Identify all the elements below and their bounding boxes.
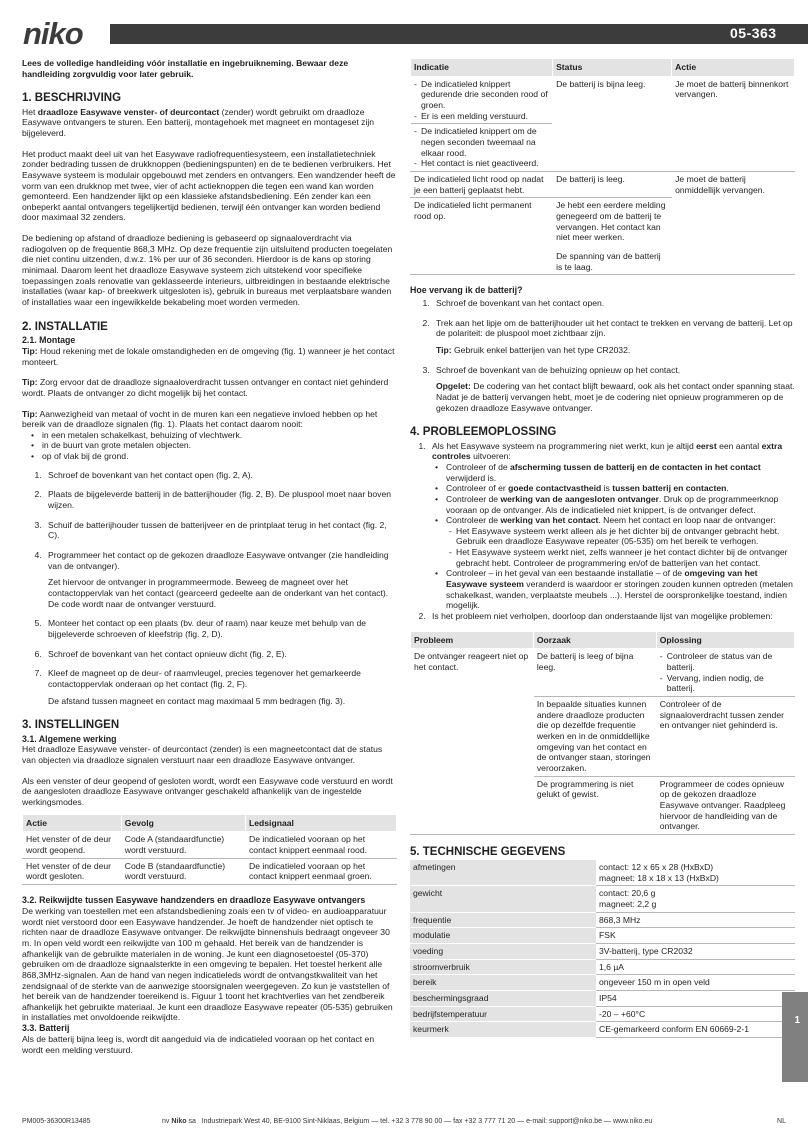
step: 2. Is het probleem niet verholpen, doorloop dan onderstaande lijst van mogelijke problemen: [428, 611, 795, 622]
table-row: modulatie FSK [410, 928, 795, 944]
step: 2. Trek aan het lipje om de batterijhouder uit het contact te trekken en vervang de batterij. Let op de polariteit: de pluspool moet zichtbaar zijn. Tip: Gebruik enkel batterijen van het type CR2032. [432, 318, 795, 356]
step-note: De afstand tussen magneet en contact mag maximaal 5 mm bedragen (fig. 3). [48, 695, 346, 706]
replace-title: Hoe vervang ik de batterij? [410, 285, 523, 296]
table-row: afmetingen contact: 12 x 65 x 28 (HxBxD) magneet: 18 x 18 x 13 (HxBxD) [410, 860, 795, 886]
s3-subtitle-1: 3.1. Algemene werking [22, 733, 117, 744]
table-row: gewicht contact: 20,6 g magneet: 2,2 g [410, 886, 795, 912]
s3-paragraph-4: Als de batterij bijna leeg is, wordt dit aangeduid via de indicatieled vooraan op het contact en wordt een melding verstuurd. [22, 1034, 375, 1055]
battery-table [410, 58, 795, 275]
section-4-title: 4. PROBLEEMOPLOSSING [410, 426, 557, 439]
step-note: Zet hiervoor de ontvanger in programmeermode. Beweeg de magneet over het contactoppervlak van het contact (gearceerd gedeelte aan de onderkant van het contact). De code wordt naar de ontvanger verstuurd. [48, 577, 389, 609]
footer [22, 1118, 786, 1125]
page-tab [782, 992, 808, 1082]
footer-language: NL [777, 1118, 786, 1125]
list-item: • Controleer de werking van de aangesloten ontvanger. Druk op de programmeerknop vooraan op de ontvanger. Als de indicatieled niet knippert, is de ontvanger defect. [446, 494, 795, 515]
table-row: De programmering is niet gelukt of gewist. Programmeer de codes opnieuw op de gekozen draadloze Easywave ontvanger. Raadpleeg hiervoor de handleiding van de ontvanger. [411, 776, 795, 834]
table-row: bedrijfstemperatuur -20 – +60°C [410, 1006, 795, 1022]
list-item: • in de buurt van grote metalen objecten. [42, 440, 397, 451]
step: 7. Kleef de magneet op de deur- of raamvleugel, precies tegenover het gemarkeerde contactoppervlak onderaan op het contact (fig. 2, F). De afstand tussen magneet en contact mag maximaal 5 mm bedragen (fig. 3). [44, 668, 397, 706]
footer-address: nv Niko sa Industriepark West 40, BE-9100 Sint-Niklaas, Belgium — tel. +32 3 778 90 00 — fax +32 3 777 71 20 — e-mail: support@niko.be — www.niko.eu [162, 1118, 653, 1125]
s2-tip-3: Tip: Aanwezigheid van metaal of vocht in de muren kan een negatieve invloed hebben op het bereik van de draadloze signalen (fig. 1). Plaats het contact daarom nooit: [22, 408, 378, 430]
list-item: • in een metalen schakelkast, behuizing of vlechtwerk. [42, 430, 397, 441]
table-row: Het venster of de deur wordt gesloten. Code B (standaardfunctie) wordt verstuurd. De indicatieled vooraan op het contact knippert eenmaal groen. [23, 858, 397, 884]
page-number: 1 [794, 1015, 800, 1026]
caution-note: Opgelet: De codering van het contact blijft bewaard, ook als het contact onder spanning staat. Nadat je de batterij vervangen hebt, moet je de codering niet opnieuw programmeren op de gekozen draadloze Easywave ontvanger. [436, 381, 795, 413]
table-row: Het venster of de deur wordt geopend. Code A (standaardfunctie) wordt verstuurd. De indicatieled vooraan op het contact knippert eenmaal rood. [23, 832, 397, 858]
step: 1. Schroef de bovenkant van het contact open (fig. 2, A). [44, 470, 397, 481]
s3-paragraph-2: Als een venster of deur geopend of gesloten wordt, wordt een Easywave code verstuurd en wordt de aangesloten draadloze Easywave ontvanger geschakeld afhankelijk van de ingestelde werkingsmodes. [22, 775, 393, 808]
table-header: Probleem [411, 631, 534, 649]
table-row: De indicatieled licht permanent rood op. Je hebt een eerdere melding genegeerd om de batterij te vervangen. Het contact kan niet meer werken. De spanning van de batterij is te laag. [411, 198, 795, 275]
left-column [22, 58, 397, 1065]
s1-paragraph-3: De bediening op afstand of draadloze bediening is gebaseerd op signaaloverdracht via radiogolven op de frequentie 868,3 MHz. Op deze frequentie zijn uitsluitend producten toegelaten die niet continu uitzenden, d.w.z. 1% per uur of 36 seconden. Hierdoor is de kans op storing minimaal. Daarom leent het draadloze Easywave systeem zich uitstekend voor specifieke toepassingen zoals renovatie van geklasseerde interieurs, uitbreidingen in bestaande elektrische installaties (waar kap- of breekwerk uitgesloten is), gebruik in bureaus met verplaatsbare wanden of installaties waar een ingewikkelde bekabeling moet worden vermeden. [22, 233, 393, 308]
table-row: beschermingsgraad IP54 [410, 991, 795, 1007]
table-row: - De indicatieled knippert gedurende drie seconden rood of groen. - Er is een melding verstuurd. - De indicatieled knippert om de negen seconden tweemaal na elkaar rood. - Het contact is niet geactiveerd. De batterij is bijna leeg. Je moet de batterij binnenkort vervangen. [411, 76, 795, 171]
placement-warnings [22, 430, 397, 462]
s2-tip-2: Tip: Zorg ervoor dat de draadloze signaaloverdracht tussen ontvanger en contact niet gehinderd wordt. Plaats de ontvanger zo dicht mogelijk bij het contact. [22, 377, 389, 398]
table-header: Actie [23, 814, 122, 832]
table-header: Gevolg [121, 814, 245, 832]
s3-subtitle-2: 3.2. Reikwijdte tussen Easywave handzenders en draadloze Easywave ontvangers [22, 895, 366, 905]
troubleshoot-list [410, 441, 795, 622]
s2-tip-1: Tip: Houd rekening met de lokale omstandigheden en de omgeving (fig. 1) wanneer je het contact monteert. [22, 345, 395, 367]
table-header: Status [553, 59, 672, 77]
table-row: frequentie 868,3 MHz [410, 912, 795, 928]
step: 3. Schroef de bovenkant van de behuizing opnieuw op het contact. Opgelet: De codering van het contact blijft bewaard, ook als het contact onder spanning staat. Nadat je de batterij vervangen hebt, moet je de codering niet opnieuw programmeren op de gekozen draadloze Easywave ontvanger. [432, 365, 795, 414]
s3-paragraph-1: Het draadloze Easywave venster- of deurcontact (zender) is een magneetcontact dat de status van objecten via draadloze signalen verstuurt naar een draadloze Easywave ontvanger. [22, 744, 383, 766]
table-row: keurmerk CE-gemarkeerd conform EN 60669-2-1 [410, 1022, 795, 1038]
s1-paragraph-1: Het draadloze Easywave venster- of deurcontact (zender) wordt gebruikt om draadloze Easywave ontvangers te sturen. Een batterij, montagehoek met magneet en montageset zijn bijgeleverd. [22, 106, 375, 138]
document-code: 05-363 [730, 25, 777, 41]
table-header: Ledsignaal [246, 814, 397, 832]
footer-ref: PM005-36300R13485 [22, 1118, 91, 1125]
list-item: • op of vlak bij de grond. [42, 451, 397, 462]
installation-steps [22, 470, 397, 707]
table-row: voeding 3V-batterij, type CR2032 [410, 944, 795, 960]
step-tip: Tip: Gebruik enkel batterijen van het type CR2032. [436, 345, 631, 356]
list-item: • Controleer of er goede contactvastheid is tussen batterij en contacten. [446, 483, 795, 494]
list-item: • Controleer – in het geval van een bestaande installatie – of de omgeving van het Easywave systeem veranderd is waardoor er storingen zouden kunnen optreden (metalen schakelkast, wanden, verplaatste meubels ...). Herstel de oorspronkelijke toestand, indien mogelijk. [446, 568, 795, 611]
specs-table [410, 860, 795, 1038]
section-3-title: 3. INSTELLINGEN [22, 719, 120, 732]
table-row: In bepaalde situaties kunnen andere draadloze producten die op dezelfde frequentie werken en in de onmiddellijke omgeving van het contact en de ontvanger staan, storingen veroorzaken. Controleer of de signaaloverdracht tussen zender en ontvanger niet gehinderd is. [411, 697, 795, 777]
table-row: stroomverbruik 1,6 µA [410, 959, 795, 975]
s2-subtitle: 2.1. Montage [22, 334, 76, 345]
table-header: Oorzaak [533, 631, 656, 649]
step: 4. Programmeer het contact op de gekozen draadloze Easywave ontvanger (zie handleiding van de ontvanger). Zet hiervoor de ontvanger in programmeermode. Beweeg de magneet over het contactoppervlak van het contact (gearceerd gedeelte aan de onderkant van het contact). De code wordt naar de ontvanger verstuurd. [44, 550, 397, 609]
s1-paragraph-2: Het product maakt deel uit van het Easywave radiofrequentiesysteem, een installatietechniek zonder bedrading tussen de drukknoppen (bedieningspunten) en de te bedienen verbruikers. Het Easywave systeem is modulair opgebouwd met zenders en ontvangers. Een wandzender heeft de vorm van een drukknop met twee, vier of acht actieknoppen die tegen een wand kan worden gemonteerd. Een handzender lijkt op een klassieke afstandsbediening. Eén zender kan een onbeperkt aantal ontvangers tegelijkertijd bedienen, terwijl één ontvanger kan worden bediend door maximaal 32 zenders. [22, 148, 396, 223]
header-bar [110, 24, 808, 44]
intro-text: Lees de volledige handleiding vóór installatie en ingebruikneming. Bewaar deze handleiding zorgvuldig voor later gebruik. [22, 58, 349, 79]
step: 5. Monteer het contact op een plaats (bv. deur of raam) naar keuze met behulp van de bijgeleverde schroeven of kleefstrip (fig. 2, D). [44, 618, 397, 639]
list-item: • Controleer of de afscherming tussen de batterij en de contacten in het contact verwijderd is. [446, 462, 795, 483]
step: 1. Als het Easywave systeem na programmering niet werkt, kun je altijd eerst een aantal extra controles uitvoeren: • Controleer of de afscherming tussen de batterij en de contacten in het contact verwijderd is. • Controleer of er goede contactvastheid is tussen batterij en contacten. • Controleer de werking van de aangesloten ontvanger. Druk op de programmeerknop vooraan op de ontvanger. Als de indicatieled niet knippert, is de ontvanger defect. • Controleer de werking van het contact. Neem het contact en loop naar de ontvanger: - Het Easywave systeem werkt alleen als je het dichter bij de ontvanger gebracht hebt. Gebruik een draadloze Easywave repeater (05-535) om het bereik te verhogen. - Het Easywave systeem werkt niet, zelfs wanneer je het contact dichter bij de ontvanger gebracht hebt. Controleer de programmering en/of de batterijen van het contact. • Controleer – in het geval van een bestaande installatie – of de omgeving van het Easywave systeem veranderd is waardoor er storingen zouden kunnen optreden (metalen schakelkast, wanden, verplaatste meubels ...). Herstel de oorspronkelijke toestand, indien mogelijk. [428, 441, 795, 612]
table-row: bereik ongeveer 150 m in open veld [410, 975, 795, 991]
section-2-title: 2. INSTALLATIE [22, 320, 108, 333]
table-header: Actie [672, 59, 795, 77]
table-row: De ontvanger reageert niet op het contact. De batterij is leeg of bijna leeg. - Controleer de status van de batterij. - Vervang, indien nodig, de batterij. [411, 649, 795, 697]
s3-subtitle-3: 3.3. Batterij [22, 1023, 70, 1034]
step: 6. Schroef de bovenkant van het contact opnieuw dicht (fig. 2, E). [44, 649, 397, 660]
problem-table [410, 631, 795, 835]
right-column [410, 58, 795, 1038]
niko-logo [22, 18, 114, 48]
table-header: Indicatie [411, 59, 553, 77]
step: 2. Plaats de bijgeleverde batterij in de batterijhouder (fig. 2, B). De pluspool moet naar boven wijzen. [44, 489, 397, 510]
step: 3. Schuif de batterijhouder tussen de batterijveer en de printplaat terug in het contact (fig. 2, C). [44, 520, 397, 541]
table-row: De indicatieled licht rood op nadat je een batterij geplaatst hebt. De batterij is leeg. Je moet de batterij onmiddellijk vervangen. [411, 171, 795, 197]
section-1-title: 1. BESCHRIJVING [22, 92, 122, 105]
step: 1. Schroef de bovenkant van het contact open. [432, 298, 795, 309]
table-header: Oplossing [656, 631, 794, 649]
replace-steps [410, 298, 795, 413]
s3-paragraph-3: De werking van toestellen met een afstandsbediening zoals een tv of video- en audioapparatuur wordt niet verstoord door een Easywave handzender. Je hoeft de handzender niet optisch te richten naar de draadloze Easywave ontvanger. De reikwijdte binnenshuis bedraagt ongeveer 30 m. In open veld wordt een reikwijdte van 100 m gehaald. Het bereik van de handzender is afhankelijk van de gebruikte materialen in de woning. Je kunt een diagnosetoestel (05-370) gebruiken om de draadloze signaalsterkte in een omgeving te bepalen. Het toestel herkent alle 868,3MHz-signalen. Aan de hand van negen indicatieleds wordt de ontvangstkwaliteit van het zendsignaal of de sterkte van de aanwezige stoorsignalen weergegeven. Zo kun je vaststellen of het bereik van de handzender toereikend is. Figuur 1 toont het krachtverlies van het zendbereik afhankelijk het gebruikte materiaal. Je kunt een draadloze Easywave repeater (05-535) gebruiken in installaties met onvoldoende reikwijdte. [22, 905, 393, 1023]
section-5-title: 5. TECHNISCHE GEGEVENS [410, 845, 566, 858]
logo-text: niko [23, 18, 83, 48]
list-item: • Controleer de werking van het contact. Neem het contact en loop naar de ontvanger: - Het Easywave systeem werkt alleen als je het dichter bij de ontvanger gebracht hebt. Gebruik een draadloze Easywave repeater (05-535) om het bereik te verhogen. - Het Easywave systeem werkt niet, zelfs wanneer je het contact dichter bij de ontvanger gebracht hebt. Controleer de programmering en/of de batterijen van het contact. [446, 515, 795, 568]
operation-table [22, 814, 397, 885]
